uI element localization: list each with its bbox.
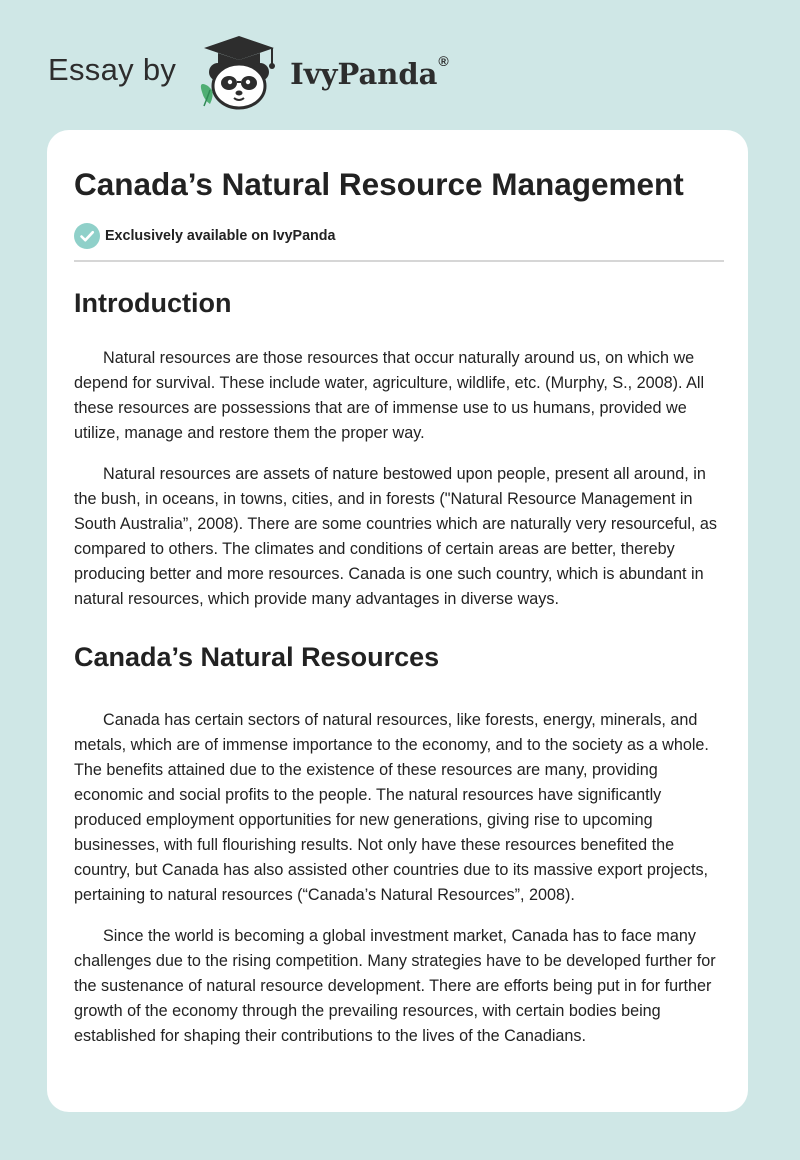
- registered-mark: ®: [438, 53, 449, 69]
- essay-title: Canada’s Natural Resource Management: [74, 166, 684, 202]
- paragraph: Natural resources are those resources that occur naturally around us, on which we depend for survival. These include water, agriculture, wildlife, etc. (Murphy, S., 2008). All these resources are possessions that are of immense use to us humans, provided we utilize, manage and restore them the proper way.: [74, 349, 705, 442]
- title-divider: [74, 260, 724, 262]
- brand-name-text: IvyPanda: [290, 57, 438, 91]
- section-introduction: [74, 286, 724, 612]
- paragraph: Canada has certain sectors of natural resources, like forests, energy, minerals, and metals, which are of immense importance to the economy, and to the society as a whole. The benefits attained due to the existence of these resources are many, providing economic and social profits to the people. The natural resources have significantly produced employment opportunities for new generations, giving rise to upcoming businesses, with full flourishing results. Not only have these resources benefited the country, but Canada has also assisted other countries due to its massive export projects, pertaining to natural resources (“Canada’s Natural Resources”, 2008).: [74, 711, 709, 904]
- exclusive-badge-text: Exclusively available on IvyPanda: [105, 228, 336, 244]
- section-heading: Introduction: [74, 288, 232, 318]
- brand-prefix: Essay by: [48, 52, 177, 87]
- panda-graduate-icon: [194, 30, 284, 110]
- check-circle-icon: [74, 223, 100, 249]
- section-canadas-natural-resources: [74, 640, 724, 1049]
- paragraph: Natural resources are assets of nature bestowed upon people, present all around, in the bush, in oceans, in towns, cities, and in forests ("Natural Resource Management in South Australia”, 2008). There are some countries which are naturally very resourceful, as compared to others. The climates and conditions of certain areas are better, thereby producing better and more resources. Canada is one such country, which is abundant in natural resources, which provide many advantages in diverse ways.: [74, 465, 718, 608]
- paragraph: Since the world is becoming a global investment market, Canada has to face many challenges due to the rising competition. Many strategies have to be developed further for the sustenance of natural resource development. There are efforts being put in for further growth of the economy through the prevailing resources, with certain bodies being established for shaping their contributions to the lives of the Canadians.: [74, 927, 716, 1045]
- essay-card: [47, 130, 748, 1112]
- essay-content: [74, 164, 724, 1049]
- brand-name: [290, 53, 449, 91]
- brand-header: [48, 30, 449, 110]
- section-heading: Canada’s Natural Resources: [74, 642, 440, 672]
- exclusive-badge: [74, 223, 724, 249]
